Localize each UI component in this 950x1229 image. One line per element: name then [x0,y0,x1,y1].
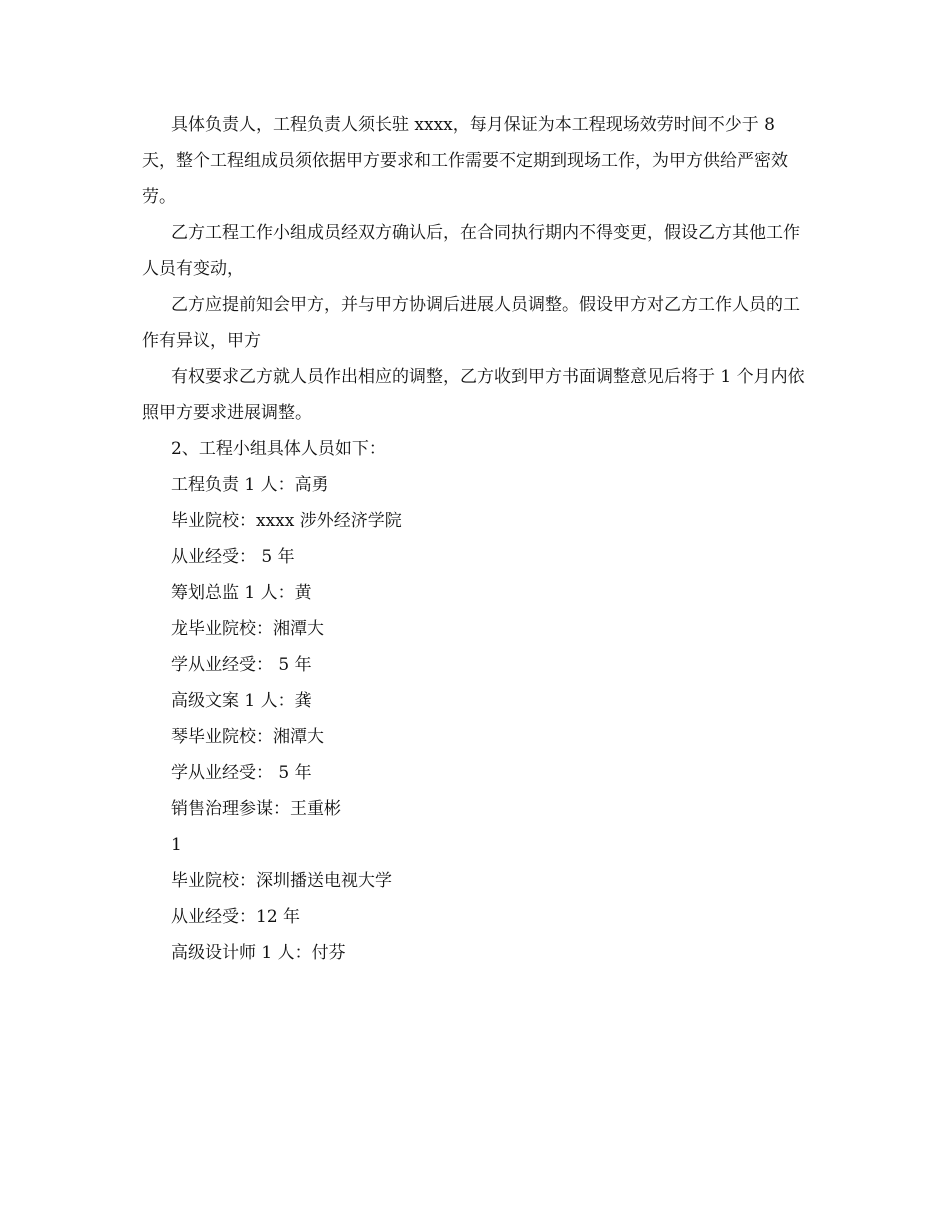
page-number: 1 [171,835,182,855]
line-lead-school: 毕业院校：xxxx 涉外经济学院 [171,511,402,531]
paragraph-responsible-person: 具体负责人，工程负责人须长驻 xxxx，每月保证为本工程现场效劳时间不少于 8 天，整个工程组成员须依据甲方要求和工作需要不定期到现场工作，为甲方供给严密效劳。 [142,115,788,207]
line-sales-advisor: 销售治理参谋：王重彬 [171,799,341,819]
paragraph-adjustment-right: 有权要求乙方就人员作出相应的调整，乙方收到甲方书面调整意见后将于 1 个月内依照甲方要求进展调整。 [142,367,805,423]
line-project-lead: 工程负责 1 人：高勇 [171,475,329,495]
paragraph-notify-party-a: 乙方应提前知会甲方，并与甲方协调后进展人员调整。假设甲方对乙方工作人员的工作有异议，甲方 [142,295,800,351]
line-senior-designer: 高级设计师 1 人：付芬 [171,943,346,963]
line-senior-copywriter: 高级文案 1 人：龚 [171,691,312,711]
line-advisor-school: 毕业院校：深圳播送电视大学 [171,871,392,891]
line-copywriter-experience: 学从业经受： 5 年 [171,763,312,783]
line-director-experience: 学从业经受： 5 年 [171,655,312,675]
paragraph-team-confirmation: 乙方工程工作小组成员经双方确认后，在合同执行期内不得变更，假设乙方其他工作人员有变动， [142,223,800,279]
line-planning-director: 筹划总监 1 人：黄 [171,583,312,603]
line-advisor-experience: 从业经受：12 年 [171,907,301,927]
line-lead-experience: 从业经受： 5 年 [171,547,295,567]
line-team-heading: 2、工程小组具体人员如下： [171,439,386,459]
line-director-school: 龙毕业院校：湘潭大 [171,619,324,639]
line-copywriter-school: 琴毕业院校：湘潭大 [171,727,324,747]
